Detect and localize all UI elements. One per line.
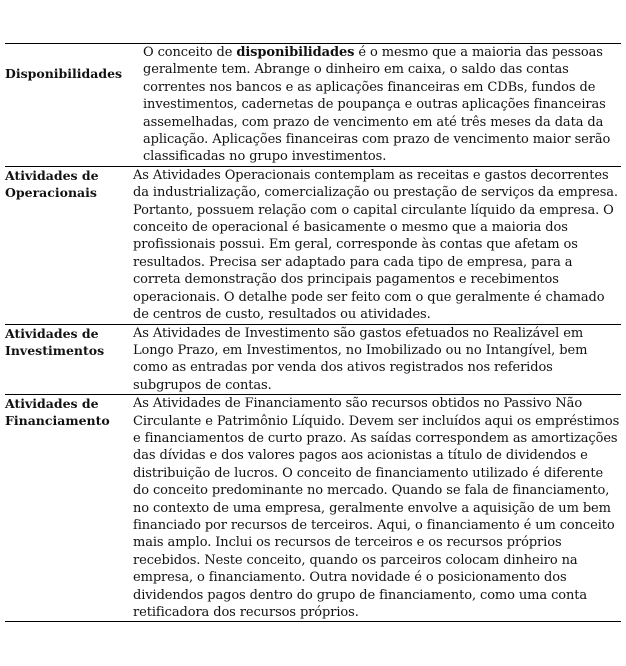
term-cell: Atividades de Investimentos (5, 324, 133, 395)
description-bold-term: disponibilidades (236, 45, 355, 60)
table-row-financiamento (5, 395, 621, 622)
term-cell: Atividades de Operacionais (5, 166, 133, 324)
description-cell: As Atividades de Investimento são gastos efetuados no Realizável em Longo Prazo, em Investimentos, no Imobilizado ou no Intangível, bem como as entradas por venda dos ativos registrados nos referidos subgrupos de contas. (133, 324, 621, 395)
description-cell: As Atividades de Financiamento são recursos obtidos no Passivo Não Circulante e Patrimônio Líquido. Devem ser incluídos aqui os empréstimos e financiamentos de curto prazo. As saídas correspondem as amortizações das dívidas e dos valores pagos aos acionistas a título de dividendos e distribuição de lucros. O conceito de financiamento utilizado é diferente do conceito predominante no mercado. Quando se fala de financiamento, no contexto de uma empresa, geralmente envolve a aquisição de um bem financiado por recursos de terceiros. Aqui, o financiamento é um conceito mais amplo. Inclui os recursos de terceiros e os recursos próprios recebidos. Neste conceito, quando os parceiros colocam dinheiro na empresa, o financiamento. Outra novidade é o posicionamento dos dividendos pagos dentro do grupo de financiamento, como uma conta retificadora dos recursos próprios. (133, 396, 620, 620)
description-cell (133, 44, 621, 167)
term-cell: Atividades de Financiamento (5, 395, 133, 622)
table-row-disponibilidades (5, 44, 621, 167)
description-text-end: é o mesmo que a maioria das pessoas geralmente tem. Abrange o dinheiro em caixa, o saldo das contas correntes nos bancos e as aplicações financeiras em CDBs, fundos de investimentos, cadernetas de poupança e outras aplicações financeiras assemelhadas, com prazo de vencimento em até três meses da data da aplicação. Aplicações financeiras com prazo de vencimento maior serão classificadas no grupo investimentos. (143, 45, 611, 165)
description-cell: As Atividades Operacionais contemplam as receitas e gastos decorrentes da industrialização, comercialização ou prestação de serviços da empresa. Portanto, possuem relação com o capital circulante líquido da empresa. O conceito de operacional é basicamente o mesmo que a maioria dos profissionais possui. Em geral, corresponde às contas que afetam os resultados. Precisa ser adaptado para cada tipo de empresa, para a correta demonstração dos principais pagamentos e recebimentos operacionais. O detalhe pode ser feito com o que geralmente é chamado de centros de custo, resultados ou atividades. (133, 166, 621, 324)
definitions-table (5, 43, 621, 622)
term-cell: Disponibilidades (5, 44, 133, 167)
table-row-operacionais (5, 166, 621, 324)
table-row-investimentos (5, 324, 621, 395)
description-text-start: O conceito de (143, 45, 237, 60)
